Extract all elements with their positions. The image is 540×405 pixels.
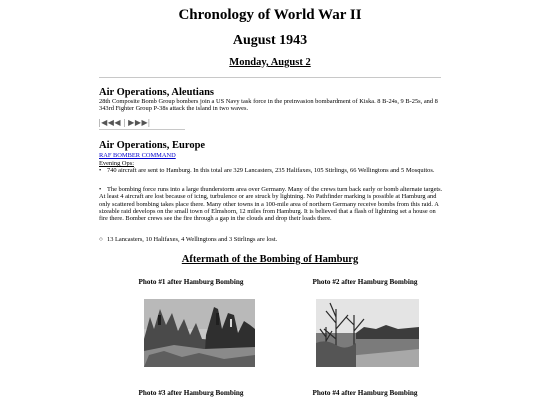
month-heading: August 1943: [232, 33, 308, 48]
first-day-icon[interactable]: |◀◀: [99, 118, 115, 127]
list-item-text: 13 Lancasters, 10 Halifaxes, 4 Wellingtons and 3 Stirlings are lost.: [107, 236, 278, 243]
list-item: [99, 236, 444, 243]
hamburg-ruins-photo-2: [316, 299, 419, 367]
photo-caption: Photo #1 after Hamburg Bombing: [138, 278, 244, 286]
aleutians-heading: Air Operations, Aleutians: [99, 87, 215, 98]
list-item: [99, 167, 444, 174]
nav-divider: [99, 129, 185, 130]
previous-day-icon[interactable]: ◀: [114, 118, 122, 127]
photo-1-image: [144, 299, 255, 367]
photo-2-image: [316, 299, 419, 367]
last-day-icon[interactable]: ▶▶|: [134, 118, 151, 127]
hamburg-ruins-photo-1: [144, 299, 255, 367]
europe-heading: Air Operations, Europe: [99, 140, 206, 151]
list-item-text: 740 aircraft are sent to Hamburg. In this total are 329 Lancasters, 235 Halifaxes, 105 Stirlings, 66 Wellingtons and 5 Mosquitos.: [107, 167, 435, 174]
aftermath-heading: Aftermath of the Bombing of Hamburg: [181, 254, 359, 265]
page-title: Chronology of World War II: [178, 7, 362, 23]
photo-caption: Photo #3 after Hamburg Bombing: [138, 389, 244, 397]
list-item: [99, 186, 444, 222]
bullet-dot-icon: •: [99, 167, 102, 174]
divider: [99, 77, 441, 78]
photo-caption: Photo #4 after Hamburg Bombing: [312, 389, 418, 397]
nav-separator: |: [123, 118, 126, 127]
aleutians-text: 28th Composite Bomb Group bombers join a US Navy task force in the preinvasion bombardment of Kiska. 8 B-24s, 9 B-25s, and 8 343rd Fighter Group P-38s attack the island in two waves.: [99, 98, 438, 113]
photo-caption: Photo #2 after Hamburg Bombing: [312, 278, 418, 286]
list-item-text: The bombing force runs into a large thunderstorm area over Germany. Many of the crews turn back early or bomb alternate targets. At least 4 aircraft are lost because of icing, turbulence or are struck by lightning. No Pathfinder marking is possible at Hamburg and only scattered bombing takes place there. Many other towns in a 100-mile area of northern Germany receive bombs from this raid. A sizeable raid develops on the small town of Elmshorn, 12 miles from Hamburg. It is believed that a flash of lightning set a house on fire there. Bomber crews see the fire through a gap in the clouds and drop their loads there.: [99, 186, 443, 223]
next-day-icon[interactable]: ▶: [128, 118, 135, 127]
bullet-circle-icon: ○: [99, 236, 103, 243]
bullet-dot-icon: •: [99, 186, 102, 193]
raf-bomber-command-link[interactable]: RAF BOMBER COMMAND: [99, 152, 176, 159]
date-heading: Monday, August 2: [229, 57, 311, 68]
evening-ops-label: Evening Ops:: [99, 160, 134, 167]
day-navigation: [99, 118, 150, 127]
